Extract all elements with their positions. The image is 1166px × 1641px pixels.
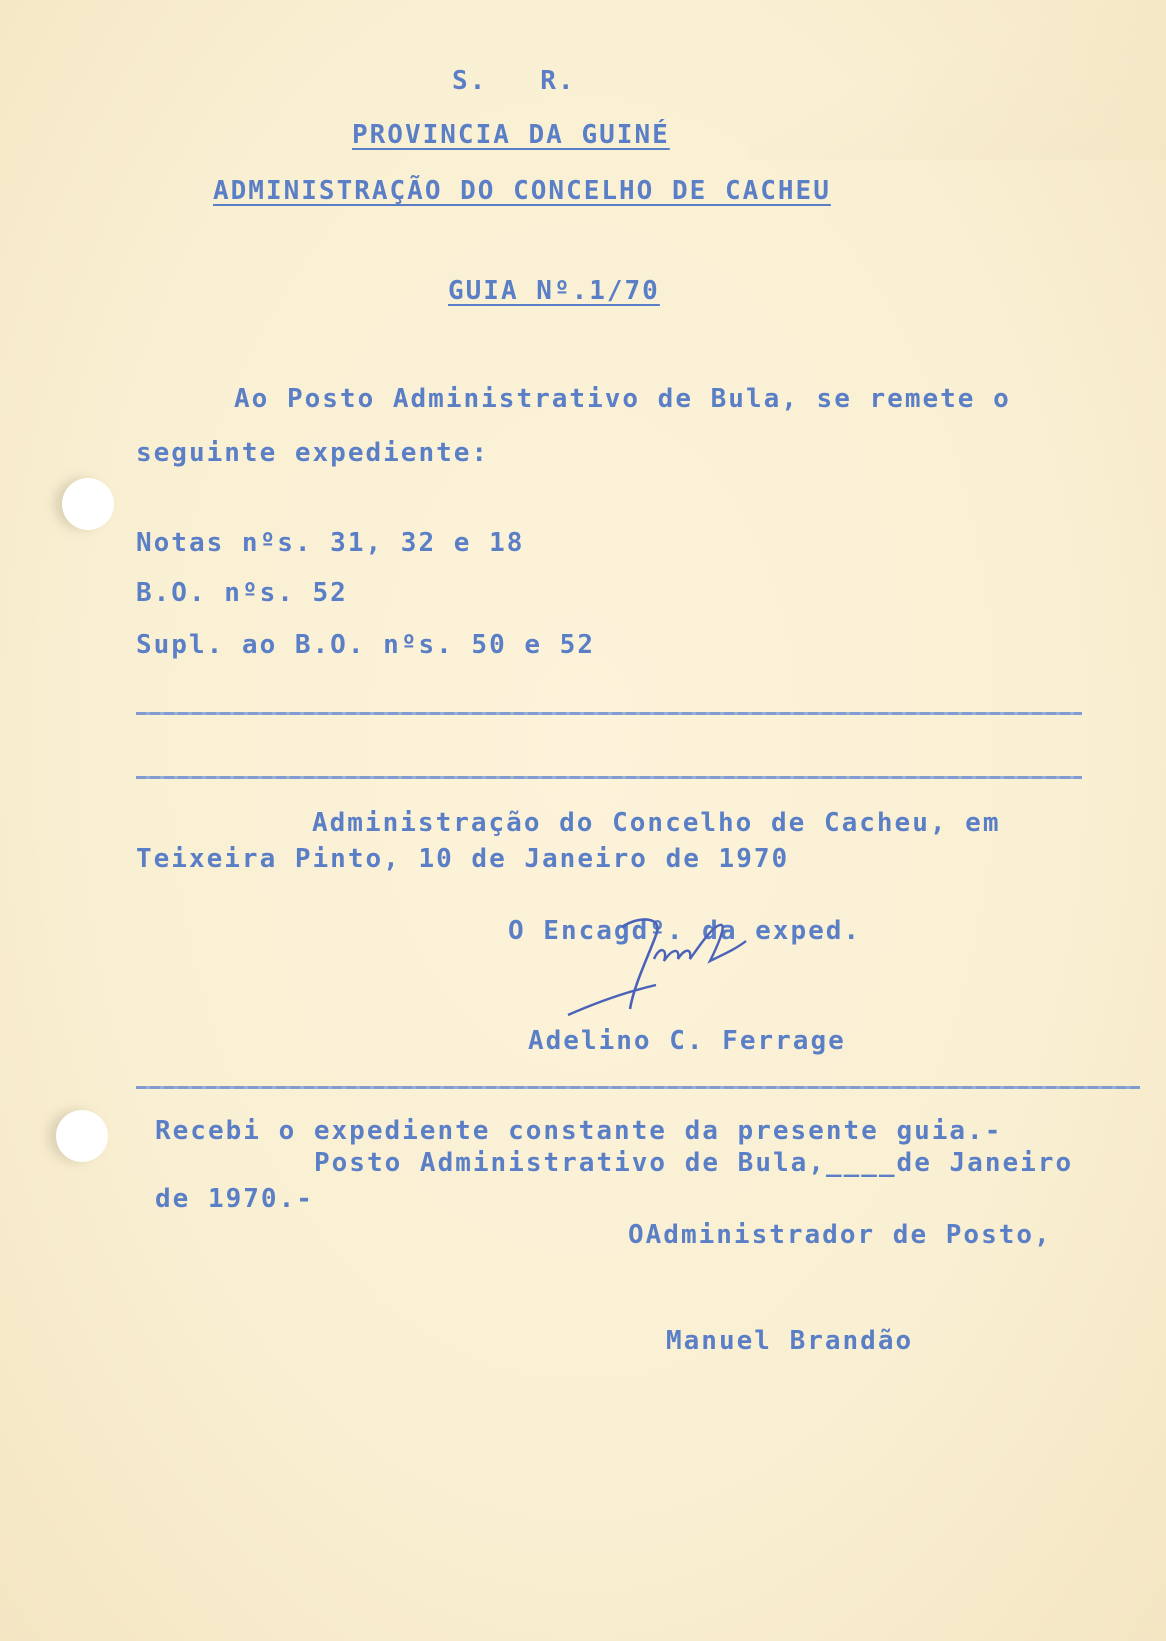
header-sr: S. R. [452,66,576,96]
divider-line-1 [136,712,1082,715]
item-suplemento: Supl. ao B.O. nºs. 50 e 52 [136,630,595,660]
header-administration: ADMINISTRAÇÃO DO CONCELHO DE CACHEU [213,176,831,206]
item-bo: B.O. nºs. 52 [136,578,348,608]
punch-hole-top [62,478,114,530]
signature-name: Adelino C. Ferrage [528,1026,846,1056]
punch-hole-bottom [56,1110,108,1162]
dateline-line-2: Teixeira Pinto, 10 de Janeiro de 1970 [136,844,790,874]
intro-line-2: seguinte expediente: [136,438,490,468]
divider-line-2 [136,776,1082,779]
signature-role: O Encagdº. da exped. [508,916,862,946]
intro-line-1: Ao Posto Administrativo de Bula, se remete o [234,384,1011,414]
receipt-line-1: Recebi o expediente constante da presente guia.- [155,1116,1003,1146]
receipt-line-3: de 1970.- [155,1184,314,1214]
divider-line-3 [136,1086,1140,1089]
guide-number: GUIA Nº.1/70 [448,276,660,306]
handwritten-signature [560,905,800,1025]
header-province: PROVINCIA DA GUINÉ [352,120,670,150]
dateline-line-1: Administração do Concelho de Cacheu, em [312,808,1001,838]
receipt-role: OAdministrador de Posto, [628,1220,1052,1250]
receipt-name: Manuel Brandão [666,1326,914,1356]
item-notas: Notas nºs. 31, 32 e 18 [136,528,525,558]
receipt-line-2: Posto Administrativo de Bula,____de Janeiro [314,1148,1074,1178]
